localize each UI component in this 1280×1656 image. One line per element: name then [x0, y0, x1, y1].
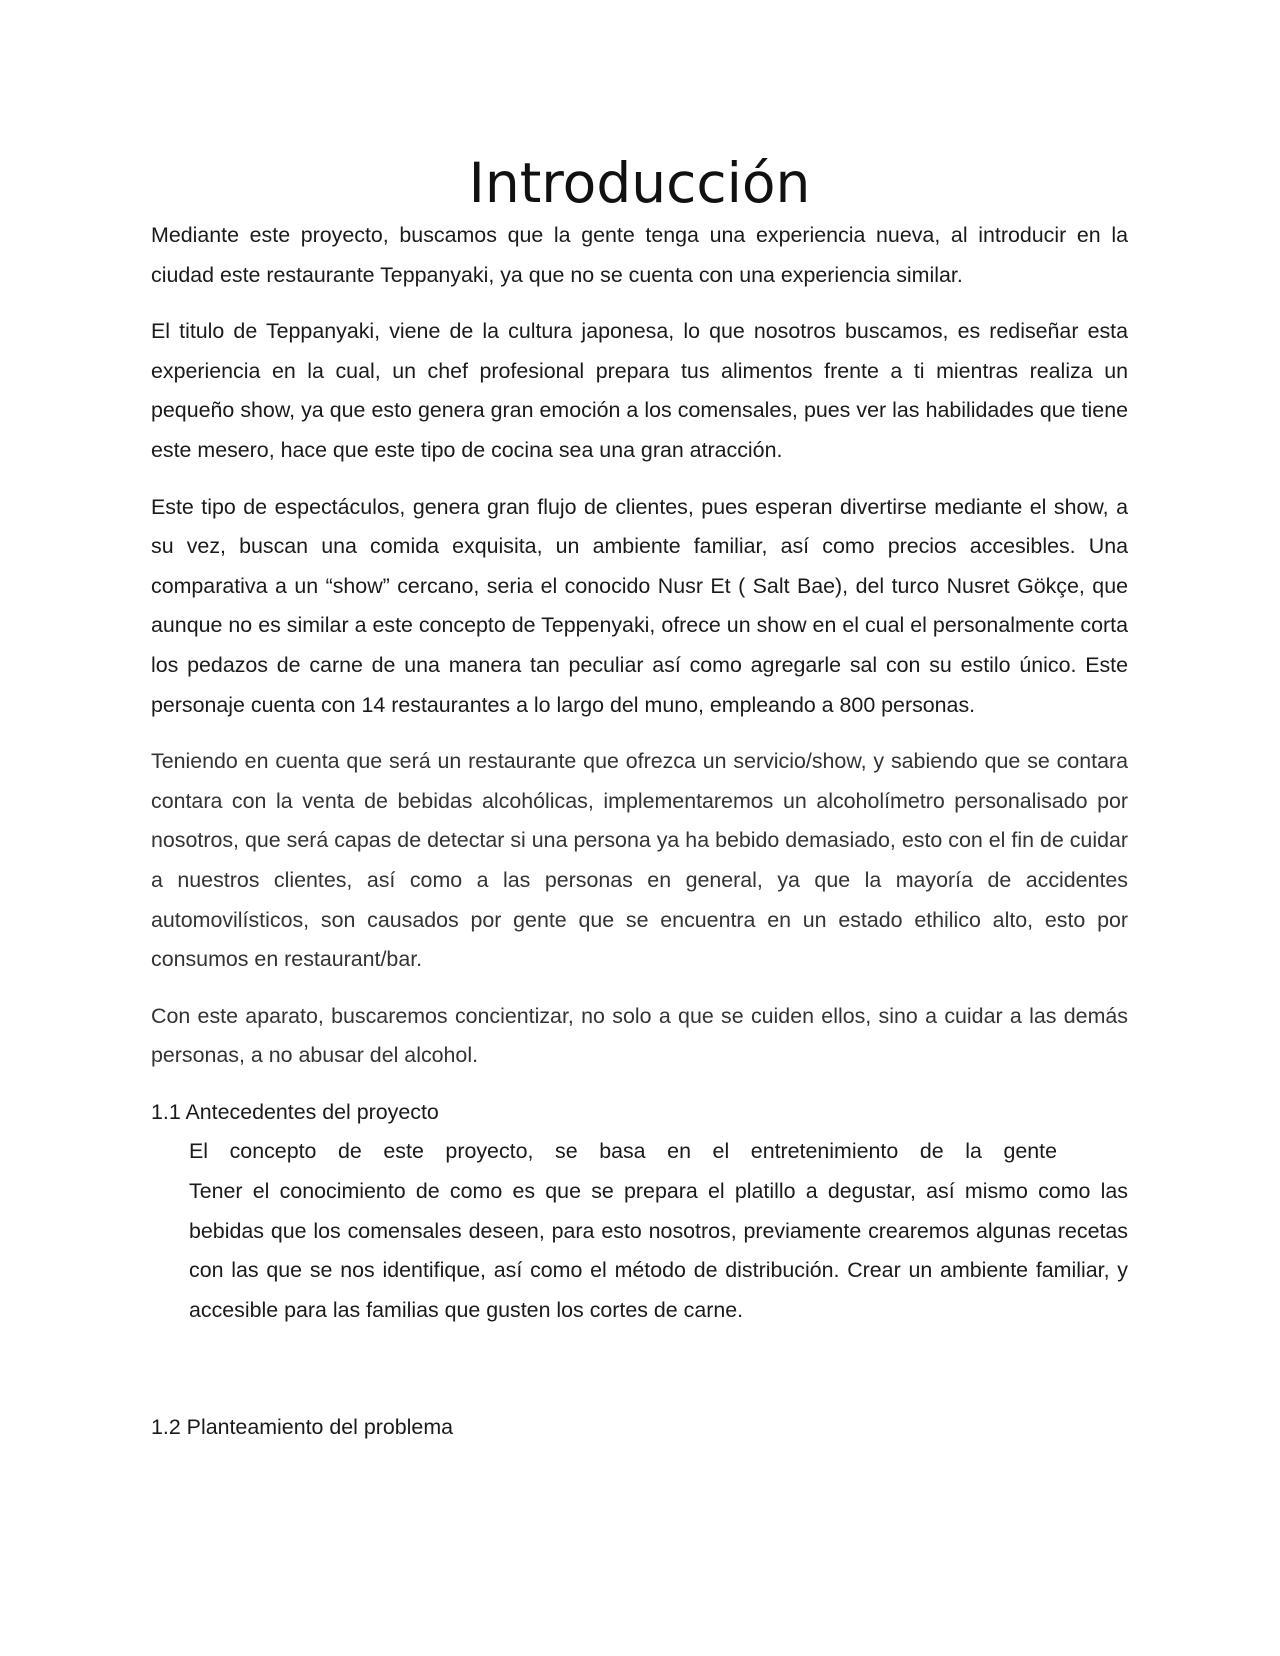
section-heading-planteamiento: 1.2 Planteamiento del problema — [151, 1415, 454, 1440]
paragraph-alcoholimetro: Teniendo en cuenta que será un restaurante que ofrezca un servicio/show, y sabiendo que se contara contara con la venta de bebidas alcohólicas, implementaremos un alcoholímetro personalisado por nosotros, que será capas de detectar si una persona ya ha bebido demasiado, esto con el fin de cuidar a nuestros clientes, así como a las personas en general, ya que la mayoría de accidentes automovilísticos, son causados por gente que se encuentra en un estado ethilico alto, esto por consumos en restaurant/bar. — [151, 749, 1128, 972]
paragraph-intro: Mediante este proyecto, buscamos que la gente tenga una experiencia nueva, al introducir en la ciudad este restaurante Teppanyaki, ya que no se cuenta con una experiencia similar. — [151, 223, 1128, 287]
section-body-antecedentes — [189, 1132, 1128, 1330]
section-heading-antecedentes: 1.1 Antecedentes del proyecto — [151, 1099, 439, 1124]
document-body — [151, 150, 1128, 1448]
paragraph-concientizar: Con este aparato, buscaremos concientizar, no solo a que se cuiden ellos, sino a cuidar a las demás personas, a no abusar del alcohol. — [151, 1003, 1128, 1068]
antecedentes-body: Tener el conocimiento de como es que se prepara el platillo a degustar, así mismo como las bebidas que los comensales deseen, para esto nosotros, previamente crearemos algunas recetas con las que se nos identifique, así como el método de distribución. Crear un ambiente familiar, y accesible para las familias que gusten los cortes de carne. — [189, 1179, 1128, 1322]
antecedentes-first-line: El concepto de este proyecto, se basa en el entretenimiento de la gente — [189, 1139, 1057, 1164]
paragraph-teppanyaki: El titulo de Teppanyaki, viene de la cultura japonesa, lo que nosotros buscamos, es rediseñar esta experiencia en la cual, un chef profesional prepara tus alimentos frente a ti mientras realiza un pequeño show, ya que esto genera gran emoción a los comensales, pues ver las habilidades que tiene este mesero, hace que este tipo de cocina sea una gran atracción. — [151, 319, 1128, 462]
paragraph-espectaculos: Este tipo de espectáculos, genera gran flujo de clientes, pues esperan divertirse mediante el show, a su vez, buscan una comida exquisita, un ambiente familiar, así como precios accesibles. Una comparativa a un “show” cercano, seria el conocido Nusr Et ( Salt Bae), del turco Nusret Gökçe, que aunque no es similar a este concepto de Teppenyaki, ofrece un show en el cual el personalmente corta los pedazos de carne de una manera tan peculiar así como agregarle sal con su estilo único. Este personaje cuenta con 14 restaurantes a lo largo del muno, empleando a 800 personas. — [151, 494, 1128, 717]
page-title: Introducción — [468, 151, 811, 215]
